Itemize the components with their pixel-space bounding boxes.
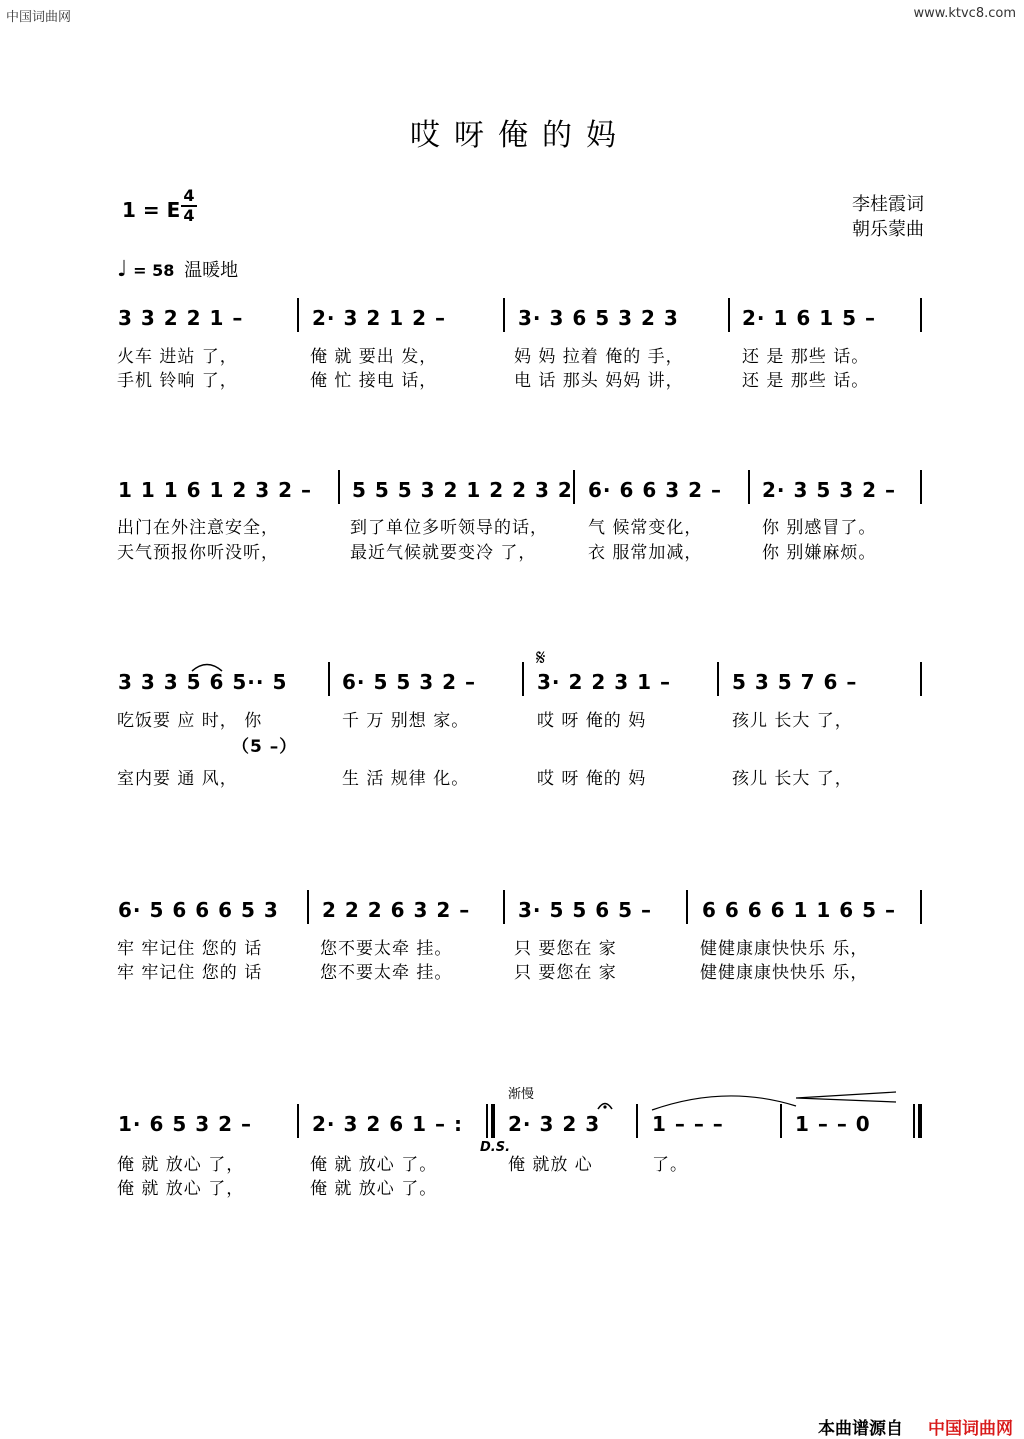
- final-bar-thin: [913, 1104, 915, 1138]
- tempo-value: = 58: [133, 261, 175, 280]
- key-signature: 1 = E: [122, 198, 181, 222]
- lyric-verse2: 俺 就 放心 了，: [117, 1179, 245, 1199]
- lyric-verse2: 室内要 通 风，: [117, 769, 238, 789]
- lyric-verse2: 俺 就 放心 了。: [310, 1179, 438, 1199]
- bar-line: [338, 470, 340, 504]
- time-signature-bottom: 4: [183, 206, 195, 225]
- bar-line: [297, 1104, 299, 1138]
- quarter-note-icon: ♩: [117, 257, 128, 282]
- bar-line: [920, 890, 922, 924]
- bar-line: [522, 662, 524, 696]
- lyric-verse1: 还 是 那些 话。: [742, 347, 870, 367]
- tempo-marking: [117, 256, 238, 282]
- lyric-verse2: 手机 铃响 了，: [117, 371, 238, 391]
- credits: [852, 192, 924, 242]
- bar-line: [686, 890, 688, 924]
- measure: 2 2 2 6 3 2 –: [322, 898, 471, 922]
- bar-line: [728, 298, 730, 332]
- time-signature: [180, 188, 198, 224]
- segno-icon: 𝄋: [536, 646, 546, 671]
- bar-line: [328, 662, 330, 696]
- lyric-verse1: 俺 就 放心 了。: [310, 1155, 438, 1175]
- measure: 5 5 5 3 2 1 2 2 3 2: [352, 478, 573, 502]
- lyric-verse1: 孩儿 长大 了，: [732, 711, 853, 731]
- bar-line: [297, 298, 299, 332]
- lyric-verse1: 到了单位多听领导的话，: [350, 518, 548, 538]
- site-url-header: www.ktvc8.com: [913, 6, 1016, 21]
- lyric-verse2: 俺 忙 接电 话，: [310, 371, 438, 391]
- lyric-verse1: 俺 就 要出 发，: [310, 347, 438, 367]
- lyric-verse1: 牢 牢记住 您的 话: [117, 939, 263, 959]
- lyric-verse1: 出门在外注意安全，: [117, 518, 279, 538]
- lyric-verse2: 哎 呀 俺的 妈: [537, 769, 647, 789]
- measure: 2· 3 2 1 2 –: [312, 306, 446, 330]
- bar-line: [748, 470, 750, 504]
- measure: 6· 6 6 3 2 –: [588, 478, 722, 502]
- composer: 朝乐蒙曲: [852, 219, 924, 240]
- tie-and-diminuendo-icon: [646, 1088, 906, 1114]
- site-name-header: 中国词曲网: [6, 10, 72, 25]
- bar-line: [920, 298, 922, 332]
- lyric-verse1: 俺 就 放心 了，: [117, 1155, 245, 1175]
- lyric-verse1: 您不要太牵 挂。: [320, 939, 453, 959]
- measure: 2· 3 2 6 1 – :: [312, 1112, 463, 1136]
- bar-line: [717, 662, 719, 696]
- repeat-bar-thick: [491, 1104, 495, 1138]
- lyric-verse1: 健健康康快快乐 乐，: [700, 939, 869, 959]
- measure: 2· 3 2 3: [508, 1112, 601, 1136]
- bar-line: [636, 1104, 638, 1138]
- measure: 6· 5 6 6 6 5 3: [118, 898, 279, 922]
- measure: 6 6 6 6 1 1 6 5 –: [702, 898, 897, 922]
- lyric-verse2: 你 别嫌麻烦。: [762, 543, 877, 563]
- measure: 1· 6 5 3 2 –: [118, 1112, 252, 1136]
- lyric-verse2: 只 要您在 家: [514, 963, 617, 983]
- lyric-verse2: 衣 服常加减，: [588, 543, 703, 563]
- lyric-verse1: 火车 进站 了，: [117, 347, 238, 367]
- lyric-verse2: 孩儿 长大 了，: [732, 769, 853, 789]
- bar-line: [573, 470, 575, 504]
- lyric-verse1: 吃饭要 应 时， 你: [117, 711, 263, 731]
- song-title: 哎呀俺的妈: [410, 118, 630, 153]
- measure: 3 3 3 5 6 5·· 5: [118, 670, 288, 694]
- lyric-verse1: 千 万 别想 家。: [342, 711, 470, 731]
- lyricist: 李桂霞词: [852, 194, 924, 215]
- measure: 1 – – 0: [795, 1112, 871, 1136]
- measure: 5 3 5 7 6 –: [732, 670, 858, 694]
- time-signature-top: 4: [183, 186, 195, 205]
- footer-site-name: 中国词曲网: [928, 1419, 1013, 1439]
- lyric-verse1: 哎 呀 俺的 妈: [537, 711, 647, 731]
- lyric-verse1: 妈 妈 拉着 俺的 手，: [514, 347, 684, 367]
- tempo-change-mark: 渐慢: [508, 1087, 535, 1102]
- measure: 3· 2 2 3 1 –: [537, 670, 671, 694]
- measure: 3· 3 6 5 3 2 3: [518, 306, 679, 330]
- fermata-icon: [596, 1098, 614, 1110]
- bar-line: [920, 470, 922, 504]
- lyric-verse2: 生 活 规律 化。: [342, 769, 470, 789]
- lyric-verse2: 最近气候就要变冷 了，: [350, 543, 537, 563]
- ds-mark: D.S.: [480, 1140, 511, 1155]
- measure: 2· 1 6 1 5 –: [742, 306, 876, 330]
- lyric-verse2: 您不要太牵 挂。: [320, 963, 453, 983]
- lyric-verse1: 只 要您在 家: [514, 939, 617, 959]
- lyric-verse1: 了。: [652, 1155, 688, 1175]
- footer-source-label: 本曲谱源自: [818, 1419, 903, 1439]
- measure: 3· 5 5 6 5 –: [518, 898, 652, 922]
- measure: 1 – – –: [652, 1112, 724, 1136]
- lyric-verse2: 天气预报你听没听，: [117, 543, 279, 563]
- lyric-verse1: 俺 就放 心: [508, 1155, 593, 1175]
- interlude-notation: （5 –）: [232, 737, 298, 757]
- measure: 1 1 1 6 1 2 3 2 –: [118, 478, 313, 502]
- bar-line: [780, 1104, 782, 1138]
- lyric-verse2: 牢 牢记住 您的 话: [117, 963, 263, 983]
- measure: 3 3 2 2 1 –: [118, 306, 244, 330]
- lyric-verse1: 你 别感冒了。: [762, 518, 877, 538]
- tempo-expression: 温暖地: [184, 260, 239, 281]
- lyric-verse1: 气 候常变化，: [588, 518, 703, 538]
- final-bar-thick: [918, 1104, 922, 1138]
- bar-line: [307, 890, 309, 924]
- lyric-verse2: 电 话 那头 妈妈 讲，: [514, 371, 684, 391]
- lyric-verse2: 还 是 那些 话。: [742, 371, 870, 391]
- bar-line: [503, 298, 505, 332]
- bar-line: [503, 890, 505, 924]
- lyric-verse2: 健健康康快快乐 乐，: [700, 963, 869, 983]
- measure: 2· 3 5 3 2 –: [762, 478, 896, 502]
- measure: 6· 5 5 3 2 –: [342, 670, 476, 694]
- bar-line: [920, 662, 922, 696]
- repeat-bar-thin: [486, 1104, 488, 1138]
